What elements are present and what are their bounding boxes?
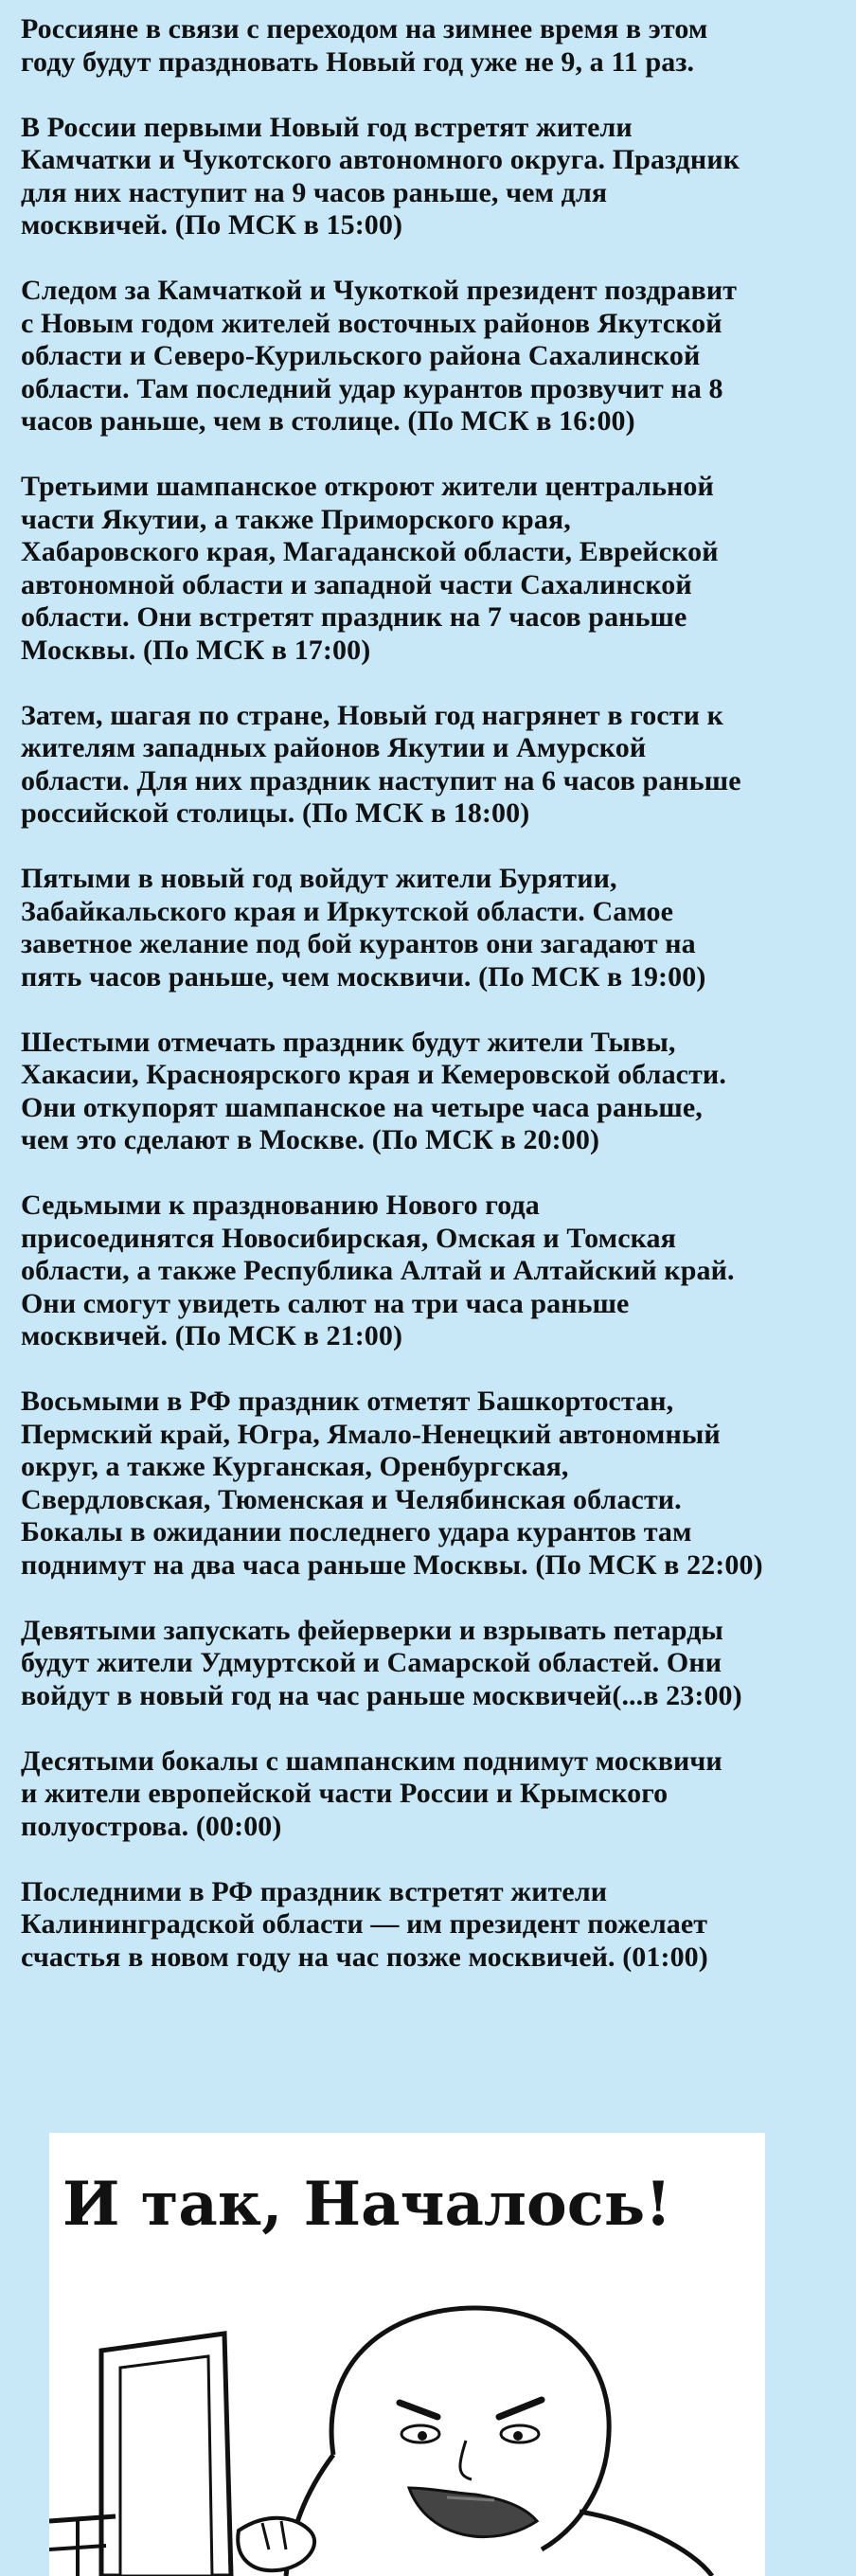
paragraph-3-primorye: Третьими шампанское откроют жители центральной части Якутии, а также Приморского края, Хабаровского края, Магаданской области, Еврейской автономной области и западной части Сахалинской области. Они встретят праздник на 7 часов раньше Москвы. (По МСК в 17:00) — [21, 471, 719, 666]
paragraph-10-moscow: Десятыми бокалы с шампанским поднимут москвичи и жители европейской части России и Крымского полуострова. (00:00) — [21, 1744, 722, 1842]
paragraph-5-buryatia: Пятыми в новый год войдут жители Бурятии, Забайкальского края и Иркутской области. Самое заветное желание под бой курантов они загадают на пять часов раньше, чем москвичи. (По МСК в 19:00) — [21, 863, 706, 993]
meme-image — [49, 2133, 765, 2576]
paragraph-1-kamchatka: В России первыми Новый год встретят жители Камчатки и Чукотского автономного округа. Праздник для них наступит на 9 часов раньше, чем для москвичей. (По МСК в 15:00) — [21, 111, 740, 241]
paragraph-7-novosibirsk: Седьмыми к празднованию Нового года присоединятся Новосибирская, Омская и Томская области, а также Республика Алтай и Алтайский край. Они смогут увидеть салют на три часа раньше москвичей. (По МСК в 21:00) — [21, 1190, 735, 1351]
paragraph-8-ural: Восьмыми в РФ праздник отметят Башкортостан, Пермский край, Югра, Ямало-Ненецкий автономный округ, а также Курганская, Оренбургская, Свердловская, Тюменская и Челябинская области. Бокалы в ожидании последнего удара курантов там поднимут на два часа раньше Москвы. (По МСК в 22:00) — [21, 1386, 763, 1581]
meme-caption: И так, Началось! — [62, 2169, 672, 2240]
article-text — [21, 13, 843, 2007]
paragraph-11-kaliningrad: Последними в РФ праздник встретят жители Калининградской области — им президент пожелает счастья в новом году на час позже москвичей. (01:00) — [21, 1875, 708, 1973]
paragraph-6-tyva: Шестыми отмечать праздник будут жители Тывы, Хакасии, Красноярского края и Кемеровской области. Они откупорят шампанское на четыре часа раньше, чем это сделают в Москве. (По МСК в 20:00) — [21, 1026, 726, 1155]
paragraph-2-yakutia-east: Следом за Камчаткой и Чукоткой президент поздравит с Новым годом жителей восточных районов Якутской области и Северо-Курильского района Сахалинской области. Там последний удар курантов прозвучит на 8 часов раньше, чем в столице. (По МСК в 16:00) — [21, 275, 738, 437]
paragraph-4-amur: Затем, шагая по стране, Новый год нагрянет в гости к жителям западных районов Якутии и Амурской области. Для них праздник наступит на 6 часов раньше российской столицы. (По МСК в 18:00) — [21, 699, 741, 829]
paragraph-intro: Россияне в связи с переходом на зимнее время в этом году будут праздновать Новый год уже не 9, а 11 раз. — [21, 13, 708, 78]
paragraph-9-samara: Девятыми запускать фейерверки и взрывать петарды будут жители Удмуртской и Самарской областей. Они войдут в новый год на час раньше москвичей(...в 23:00) — [21, 1614, 742, 1711]
